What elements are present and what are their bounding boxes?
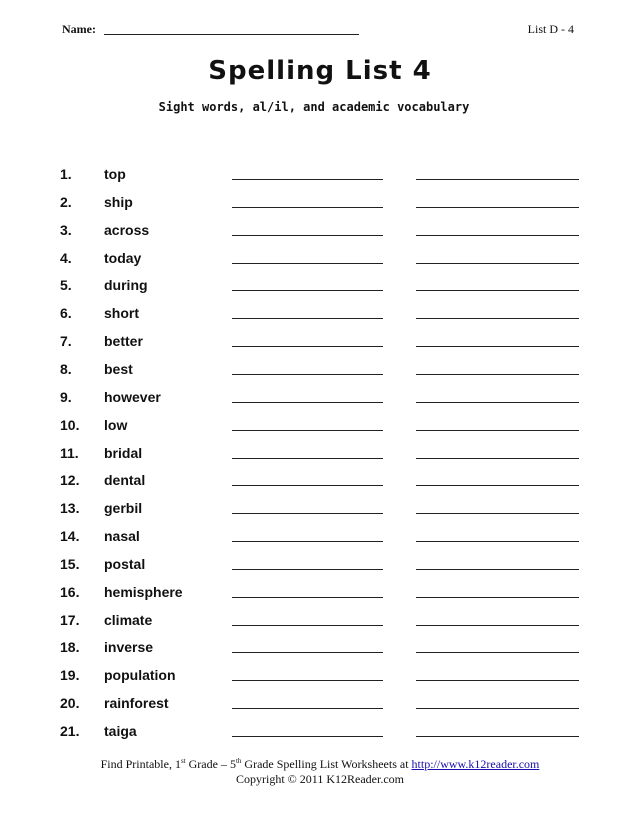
write-line-1[interactable] [232, 458, 383, 459]
footer-link[interactable]: http://www.k12reader.com [411, 757, 540, 771]
word-row [0, 522, 640, 550]
word-number: 9. [60, 388, 72, 405]
spelling-word: during [104, 277, 148, 294]
list-id: List D - 4 [527, 22, 574, 36]
word-row [0, 216, 640, 244]
write-line-2[interactable] [416, 597, 579, 598]
footer-copyright: Copyright © 2011 K12Reader.com [236, 772, 404, 786]
word-number: 21. [60, 723, 80, 739]
word-row [0, 327, 640, 355]
word-number: 11. [60, 444, 79, 461]
word-row [0, 633, 640, 661]
spelling-word: rainforest [104, 695, 169, 712]
word-row [0, 494, 640, 522]
word-number: 12. [60, 472, 80, 489]
spelling-word: inverse [104, 639, 154, 656]
word-number: 10. [60, 416, 80, 433]
spelling-word: today [104, 249, 142, 266]
word-number: 16. [60, 583, 80, 600]
word-number: 20. [60, 695, 80, 712]
write-line-1[interactable] [232, 235, 383, 236]
word-row [0, 355, 640, 383]
write-line-2[interactable] [416, 318, 579, 319]
word-row [0, 271, 640, 299]
write-line-1[interactable] [232, 207, 383, 208]
spelling-word: hemisphere [104, 583, 183, 600]
write-line-2[interactable] [416, 652, 579, 653]
spelling-word: better [104, 333, 143, 350]
write-line-2[interactable] [416, 179, 579, 180]
write-line-2[interactable] [416, 263, 579, 264]
word-row [0, 299, 640, 327]
word-row [0, 661, 640, 689]
spelling-word: population [104, 667, 176, 684]
spelling-word: low [104, 416, 128, 433]
write-line-1[interactable] [232, 569, 383, 570]
write-line-2[interactable] [416, 235, 579, 236]
header-row [62, 22, 574, 40]
word-number: 14. [60, 528, 80, 545]
write-line-1[interactable] [232, 708, 383, 709]
word-number: 19. [60, 667, 80, 684]
spelling-word: bridal [104, 444, 143, 461]
word-row [0, 606, 640, 634]
word-number: 1. [60, 166, 72, 182]
write-line-1[interactable] [232, 290, 383, 291]
word-row [0, 160, 640, 188]
spelling-word: postal [104, 555, 146, 572]
write-line-2[interactable] [416, 513, 579, 514]
spelling-word: however [104, 388, 161, 405]
word-row [0, 411, 640, 439]
write-line-2[interactable] [416, 708, 579, 709]
word-number: 15. [60, 555, 80, 572]
spelling-word: climate [104, 611, 153, 628]
write-line-2[interactable] [416, 430, 579, 431]
spelling-word: dental [104, 472, 146, 489]
word-row [0, 689, 640, 717]
footer-line-1 [0, 754, 640, 772]
footer-text-b: Grade – 5 [185, 757, 236, 771]
write-line-1[interactable] [232, 179, 383, 180]
footer-sup-1: st [180, 757, 186, 765]
write-line-1[interactable] [232, 263, 383, 264]
write-line-2[interactable] [416, 485, 579, 486]
write-line-1[interactable] [232, 346, 383, 347]
word-number: 2. [60, 193, 72, 210]
write-line-2[interactable] [416, 680, 579, 681]
write-line-1[interactable] [232, 736, 383, 737]
write-line-1[interactable] [232, 430, 383, 431]
word-number: 8. [60, 360, 72, 377]
footer [0, 754, 640, 787]
page-title: Spelling List 4 [208, 56, 432, 86]
write-line-1[interactable] [232, 318, 383, 319]
word-number: 5. [60, 277, 72, 294]
word-number: 17. [60, 611, 80, 628]
name-write-line[interactable] [104, 22, 359, 35]
word-row [0, 578, 640, 606]
spelling-word: top [104, 166, 126, 182]
word-number: 13. [60, 500, 80, 517]
spelling-word: short [104, 305, 139, 322]
write-line-1[interactable] [232, 513, 383, 514]
write-line-1[interactable] [232, 625, 383, 626]
page-subtitle: Sight words, al/il, and academic vocabulary [158, 100, 470, 114]
word-row [0, 550, 640, 578]
word-number: 7. [60, 333, 72, 350]
word-row [0, 383, 640, 411]
word-number: 3. [60, 221, 72, 238]
write-line-2[interactable] [416, 207, 579, 208]
spelling-word: gerbil [104, 500, 143, 517]
word-number: 6. [60, 305, 72, 322]
spelling-word: ship [104, 193, 133, 210]
write-line-2[interactable] [416, 346, 579, 347]
spelling-word: across [104, 221, 150, 238]
word-row [0, 466, 640, 494]
write-line-1[interactable] [232, 541, 383, 542]
write-line-2[interactable] [416, 290, 579, 291]
word-row [0, 717, 640, 745]
write-line-1[interactable] [232, 402, 383, 403]
footer-sup-2: th [235, 757, 242, 765]
spelling-word: best [104, 360, 133, 377]
footer-text-a: Find Printable, 1 [100, 757, 181, 771]
write-line-1[interactable] [232, 374, 383, 375]
footer-text-c: Grade Spelling List Worksheets at [241, 757, 412, 771]
write-line-1[interactable] [232, 485, 383, 486]
word-row [0, 188, 640, 216]
write-line-2[interactable] [416, 374, 579, 375]
word-number: 18. [60, 639, 80, 656]
spelling-word: taiga [104, 723, 137, 739]
write-line-1[interactable] [232, 652, 383, 653]
word-row [0, 439, 640, 467]
write-line-2[interactable] [416, 402, 579, 403]
write-line-2[interactable] [416, 569, 579, 570]
write-line-1[interactable] [232, 597, 383, 598]
write-line-2[interactable] [416, 625, 579, 626]
write-line-1[interactable] [232, 680, 383, 681]
word-number: 4. [60, 249, 72, 266]
write-line-2[interactable] [416, 541, 579, 542]
spelling-word: nasal [104, 528, 140, 545]
write-line-2[interactable] [416, 458, 579, 459]
word-row [0, 244, 640, 272]
write-line-2[interactable] [416, 736, 579, 737]
name-label: Name: [62, 22, 96, 36]
